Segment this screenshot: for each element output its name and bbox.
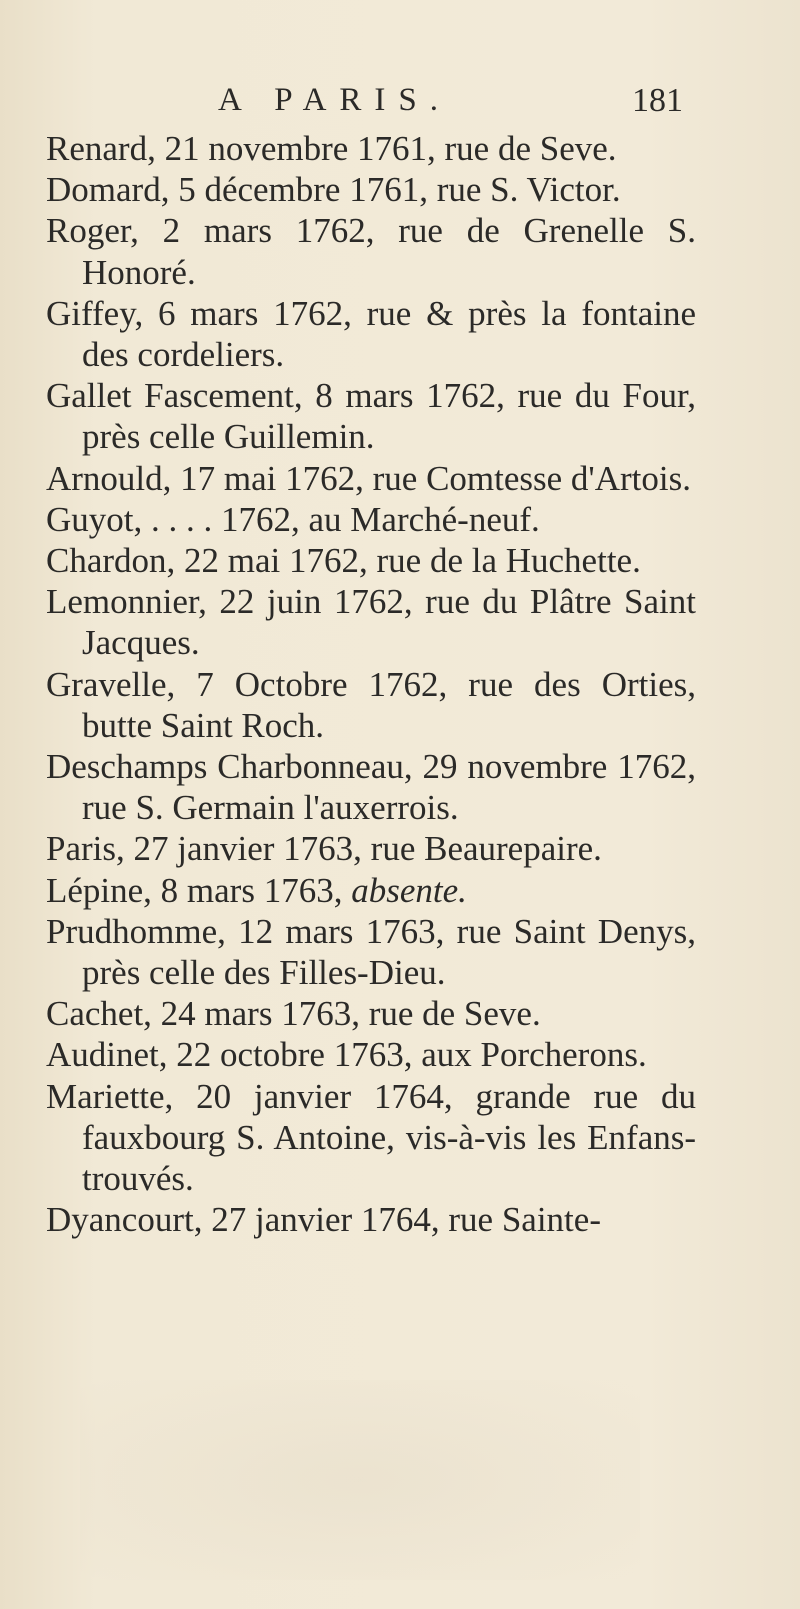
show-through-shadow xyxy=(80,1380,640,1580)
entry-text: Lemonnier, 22 juin 1762, rue du Plâtre Saint Jacques. xyxy=(46,582,696,663)
list-item xyxy=(46,664,696,746)
entry-text: Chardon, 22 mai 1762, rue de la Huchette. xyxy=(46,541,641,581)
list-item xyxy=(46,828,696,869)
entry-text: Paris, 27 janvier 1763, rue Beaurepaire. xyxy=(46,829,602,869)
list-item xyxy=(46,210,696,292)
entry-text: Gravelle, 7 Octobre 1762, rue des Orties, butte Saint Roch. xyxy=(46,664,696,745)
entry-text: Mariette, 20 janvier 1764, grande rue du fauxbourg S. Antoine, vis-à-vis les Enfans-trouvés. xyxy=(46,1076,696,1199)
entry-text: Prudhomme, 12 mars 1763, rue Saint Denys, près celle des Filles-Dieu. xyxy=(46,911,696,993)
list-item xyxy=(46,870,696,911)
entry-italic-note: absente. xyxy=(351,870,467,910)
entry-text: Gallet Fascement, 8 mars 1762, rue du Four, près celle Guillemin. xyxy=(46,376,696,457)
list-item xyxy=(46,293,696,375)
list-item xyxy=(46,458,696,499)
list-item xyxy=(46,540,696,581)
entry-text: Roger, 2 mars 1762, rue de Grenelle S. Honoré. xyxy=(46,211,696,292)
list-item xyxy=(46,1199,696,1240)
entry-text: Lépine, 8 mars 1763, xyxy=(46,870,343,910)
entry-text: Giffey, 6 mars 1762, rue & près la fontaine des cordeliers. xyxy=(46,293,696,375)
list-item xyxy=(46,128,696,169)
list-item xyxy=(46,169,696,210)
running-title: A PARIS. xyxy=(218,82,452,118)
entry-text: Domard, 5 décembre 1761, rue S. Victor. xyxy=(46,170,621,210)
list-item xyxy=(46,499,696,540)
entry-text: Deschamps Charbonneau, 29 novembre 1762, rue S. Germain l'auxerrois. xyxy=(46,747,696,828)
page-number: 181 xyxy=(632,82,683,119)
entry-text: Guyot, . . . . 1762, au Marché-neuf. xyxy=(46,499,540,539)
list-item xyxy=(46,746,696,828)
entry-text: Arnould, 17 mai 1762, rue Comtesse d'Artois. xyxy=(46,458,691,498)
list-item xyxy=(46,1076,696,1200)
entry-text: Cachet, 24 mars 1763, rue de Seve. xyxy=(46,994,541,1034)
entry-text: Dyancourt, 27 janvier 1764, rue Sainte- xyxy=(46,1200,601,1240)
entry-text: Audinet, 22 octobre 1763, aux Porcherons. xyxy=(46,1035,647,1075)
list-item xyxy=(46,375,696,457)
entry-list xyxy=(46,128,696,1240)
list-item xyxy=(46,581,696,663)
list-item xyxy=(46,993,696,1034)
list-item xyxy=(46,1034,696,1075)
entry-text: Renard, 21 novembre 1761, rue de Seve. xyxy=(46,129,617,168)
list-item xyxy=(46,911,696,993)
running-header xyxy=(0,82,800,126)
